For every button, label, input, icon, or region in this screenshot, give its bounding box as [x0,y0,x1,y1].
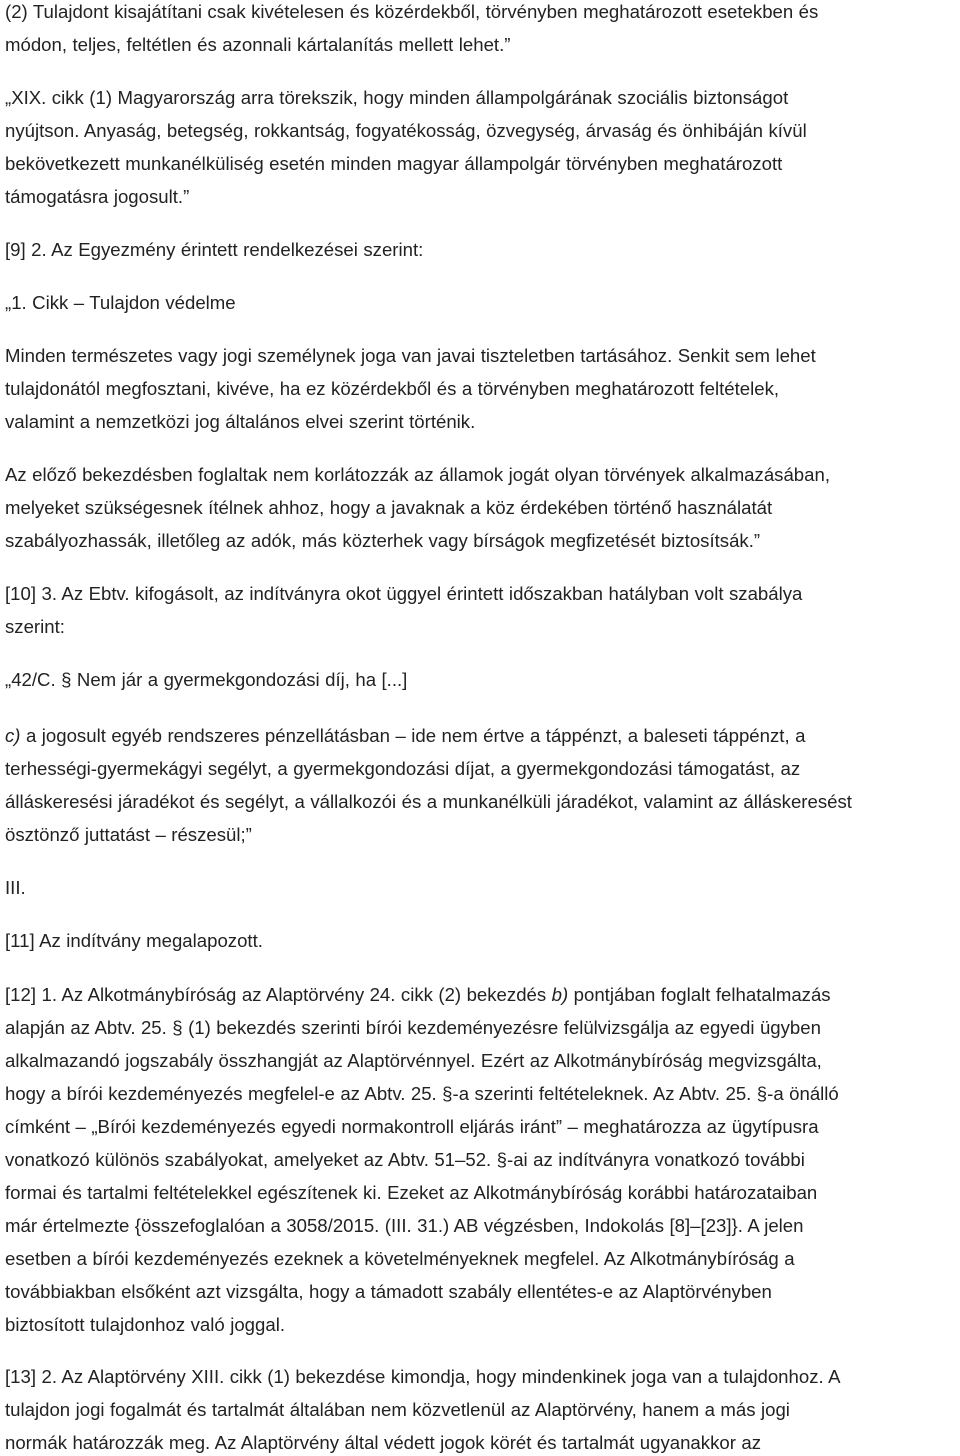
paragraph-article-1-first: Minden természetes vagy jogi személynek joga van javai tiszteletben tartásához. Senkit sem lehet tulajdonától megfosztani, kivéve, ha ez közérdekből és a törvényben meghatározott feltételek, valamint a nemzetközi jog általános elvei szerint történik. [5,345,816,432]
court-review-text-2: pontjában foglalt felhatalmazás alapján az Abtv. 25. § (1) bekezdés szerinti bírói kezdeményezésre felülvizsgálja az egyedi ügyben alkalmazandó jogszabály összhangját az Alaptörvénnyel. Ezért az Alkotmánybíróság megvizsgálta, hogy a bírói kezdeményezés megfelel-e az Abtv. 25. §-a szerinti feltételeknek. Az Abtv. 25. §-a önálló címként – „Bírói kezdeményezés egyedi normakontroll eljárás iránt” – meghatározza az ügytípusra vonatkozó különös szabályokat, amelyeket az Abtv. 51–52. §-ai az indítványra vonatkozó további formai és tartalmi feltételekkel egészítenek ki. Ezeket az Alkotmánybíróság korábbi határozataiban már értelmezte {összefoglalóan a 3058/2015. (III. 31.) AB végzésben, Indokolás [8]–[23]}. A jelen esetben a bírói kezdeményezés ezeknek a követelményeknek megfelel. Az Alkotmánybíróság a továbbiakban elsőként azt vizsgálta, hogy a támadott szabály ellentétes-e az Alaptörvényben biztosított tulajdonhoz való joggal. [5,984,839,1335]
paragraph-point-c [5,719,960,851]
point-c-text: a jogosult egyéb rendszeres pénzellátásban – ide nem értve a táppénzt, a baleseti táppénzt, a terhességi-gyermekágyi segélyt, a gyermekgondozási díjat, a gyermekgondozási támogatást, az álláskeresési járadékot és segélyt, a vállalkozói és a munkanélküli járadékot, valamint az álláskeresést ösztönző juttatást – részesül;” [5,725,852,845]
paragraph-expropriation: (2) Tulajdont kisajátítani csak kivételesen és közérdekből, törvényben meghatározott esetekben és módon, teljes, feltétlen és azonnali kártalanítás mellett lehet.” [5,1,819,55]
paragraph-section-42c: „42/C. § Nem jár a gyermekgondozási díj, ha [...] [5,669,408,690]
point-c-label: c) [5,725,21,746]
paragraph-article-xix: „XIX. cikk (1) Magyarország arra törekszik, hogy minden állampolgárának szociális biztonságot nyújtson. Anyaság, betegség, rokkantság, fogyatékosság, özvegység, árvaság és önhibáján kívül bekövetkezett munkanélküliség esetén minden magyar állampolgár törvényben meghatározott támogatásra jogosult.” [5,87,807,207]
paragraph-convention-intro: [9] 2. Az Egyezmény érintett rendelkezései szerint: [5,239,424,260]
paragraph-ebtv-rule: [10] 3. Az Ebtv. kifogásolt, az indítványra okot üggyel érintett időszakban hatályban volt szabálya szerint: [5,583,803,637]
court-review-point-b: b) [551,984,569,1005]
section-heading-iii: III. [5,877,26,898]
paragraph-court-review [5,978,960,1341]
paragraph-article-1-second: Az előző bekezdésben foglaltak nem korlátozzák az államok jogát olyan törvények alkalmazásában, melyeket szükségesnek ítélnek ahhoz, hogy a javaknak a köz érdekében történő használatát szabályozhassák, illetőleg az adók, más közterhek vagy bírságok megfizetését biztosítsák.” [5,464,830,551]
paragraph-property-right: [13] 2. Az Alaptörvény XIII. cikk (1) bekezdése kimondja, hogy mindenkinek joga van a tulajdonhoz. A tulajdon jogi fogalmát és tartalmát általában nem közvetlenül az Alaptörvény, hanem a más jogi normák határozzák meg. Az Alaptörvény által védett jogok körét és tartalmát ugyanakkor az [5,1366,841,1453]
paragraph-petition-founded: [11] Az indítvány megalapozott. [5,930,263,951]
paragraph-article-1-title: „1. Cikk – Tulajdon védelme [5,292,236,313]
court-review-text-1: [12] 1. Az Alkotmánybíróság az Alaptörvény 24. cikk (2) bekezdés [5,984,552,1005]
